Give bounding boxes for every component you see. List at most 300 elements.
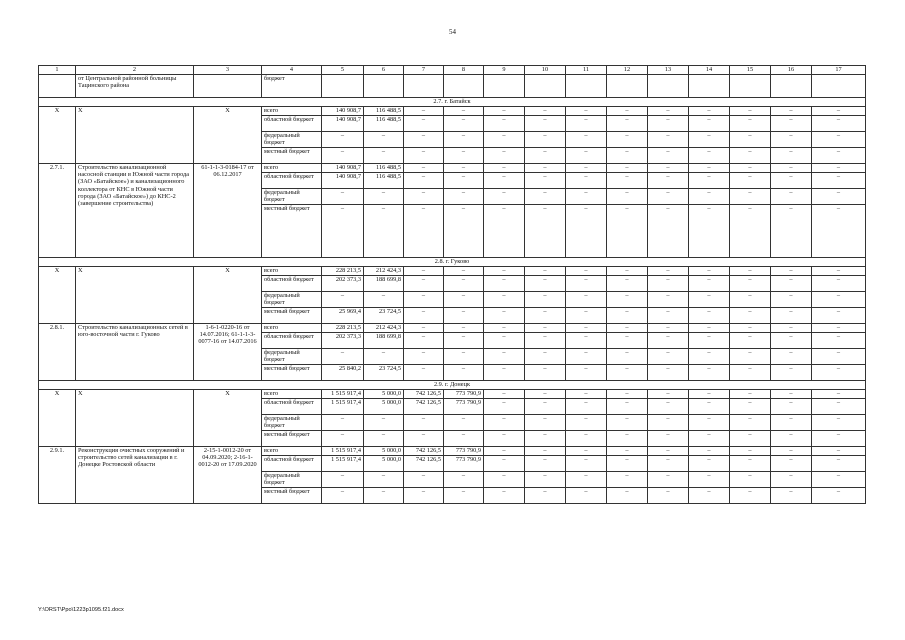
cell-value: –	[322, 349, 364, 365]
cell-value: –	[364, 205, 404, 258]
cell-value: –	[404, 148, 444, 164]
cell-value: –	[444, 292, 484, 308]
cell-dash: –	[689, 189, 730, 205]
cell-dash: –	[566, 276, 607, 292]
cell-budget-type: федеральный бюджет	[262, 415, 322, 431]
cell-dash: –	[689, 488, 730, 504]
cell-dash: –	[730, 349, 771, 365]
cell-value: 140 908,7	[322, 173, 364, 189]
cell-dash: –	[566, 308, 607, 324]
cell-dash: –	[812, 148, 866, 164]
cell-budget-type: местный бюджет	[262, 308, 322, 324]
cell-dash: –	[566, 132, 607, 148]
cell-dash: –	[730, 415, 771, 431]
section-title-row	[39, 98, 866, 107]
table-row	[39, 447, 866, 456]
cell-dash: –	[607, 488, 648, 504]
cell-value: 773 790,9	[444, 447, 484, 456]
cell-dash: –	[771, 189, 812, 205]
cell-value: –	[404, 107, 444, 116]
cell-value: 1 515 917,4	[322, 390, 364, 399]
cell-value: 140 908,7	[322, 164, 364, 173]
cell-dash: –	[525, 116, 566, 132]
cell-dash: –	[607, 365, 648, 381]
cell-dash: –	[566, 365, 607, 381]
cell-dash: –	[484, 399, 525, 415]
cell-dash: –	[689, 164, 730, 173]
cell-dash: –	[525, 399, 566, 415]
cell-value: –	[404, 365, 444, 381]
cell-name: Х	[76, 107, 194, 164]
cell-budget-type: областной бюджет	[262, 399, 322, 415]
cell-dash: –	[607, 164, 648, 173]
cell-name: Строительство канализационной насосной станции в Южной части города (ЗАО «Батайское») и канализационного коллектора от КНС в Южной части города (ЗАО «Батайское») до КНС-2 (завершение строительства)	[76, 164, 194, 258]
cell-dash: –	[689, 431, 730, 447]
cell-name: от Центральной районной больницы Тацинского района	[76, 75, 194, 98]
cell-dash: –	[730, 189, 771, 205]
cell-dash: –	[566, 107, 607, 116]
cell-dash: –	[525, 390, 566, 399]
cell-num: 2.8.1.	[39, 324, 76, 381]
cell-dash: –	[484, 205, 525, 258]
cell-dash: –	[812, 324, 866, 333]
cell-budget-type: федеральный бюджет	[262, 132, 322, 148]
cell-dash: –	[730, 132, 771, 148]
cell-doc: Х	[194, 267, 262, 324]
cell-num	[39, 75, 76, 98]
cell-dash: –	[607, 107, 648, 116]
cell-dash: –	[689, 472, 730, 488]
cell-dash: –	[566, 472, 607, 488]
cell-budget-type: федеральный бюджет	[262, 292, 322, 308]
cell-dash: –	[771, 292, 812, 308]
cell-dash: –	[525, 472, 566, 488]
cell-dash: –	[525, 488, 566, 504]
cell-value: –	[364, 292, 404, 308]
cell-dash: –	[771, 276, 812, 292]
cell-dash: –	[607, 148, 648, 164]
cell-value: 116 488,5	[364, 116, 404, 132]
cell-budget-type: федеральный бюджет	[262, 472, 322, 488]
cell-value: –	[322, 132, 364, 148]
cell-dash: –	[689, 365, 730, 381]
column-header: 15	[730, 66, 771, 75]
cell-dash: –	[771, 308, 812, 324]
cell-dash: –	[648, 205, 689, 258]
cell-dash: –	[689, 399, 730, 415]
cell-value: –	[444, 333, 484, 349]
cell-name: Х	[76, 390, 194, 447]
cell-value: 116 488,5	[364, 164, 404, 173]
cell-value: –	[444, 267, 484, 276]
cell-dash: –	[730, 205, 771, 258]
cell-dash: –	[689, 292, 730, 308]
cell-value: –	[322, 472, 364, 488]
cell-value: 212 424,3	[364, 267, 404, 276]
column-header: 3	[194, 66, 262, 75]
cell-dash: –	[689, 324, 730, 333]
cell-value: 228 213,5	[322, 267, 364, 276]
cell-value: 5 000,0	[364, 399, 404, 415]
cell-value: –	[444, 276, 484, 292]
cell-value: 773 790,9	[444, 390, 484, 399]
cell-value: –	[404, 205, 444, 258]
cell-dash: –	[730, 308, 771, 324]
cell-value: –	[404, 324, 444, 333]
cell-dash: –	[730, 292, 771, 308]
cell-value: –	[404, 276, 444, 292]
cell-dash: –	[484, 308, 525, 324]
cell-dash: –	[648, 173, 689, 189]
cell-dash: –	[812, 116, 866, 132]
column-header: 1	[39, 66, 76, 75]
cell-dash: –	[648, 276, 689, 292]
cell-value: –	[444, 132, 484, 148]
cell-dash: –	[812, 472, 866, 488]
cell-value: –	[404, 189, 444, 205]
table-row	[39, 164, 866, 173]
cell-dash: –	[484, 431, 525, 447]
cell-value: 773 790,9	[444, 399, 484, 415]
cell-name: Строительство канализационных сетей в юго-восточной части г. Гуково	[76, 324, 194, 381]
cell-budget-type: местный бюджет	[262, 205, 322, 258]
cell-value: –	[404, 333, 444, 349]
cell-value: 116 488,5	[364, 173, 404, 189]
cell-dash: –	[566, 116, 607, 132]
table-row	[39, 390, 866, 399]
cell-dash: –	[484, 164, 525, 173]
cell-value: –	[404, 431, 444, 447]
cell-budget-type: местный бюджет	[262, 431, 322, 447]
cell-dash: –	[771, 333, 812, 349]
cell-dash: –	[484, 365, 525, 381]
cell-value: –	[404, 164, 444, 173]
cell-dash: –	[484, 333, 525, 349]
cell-dash: –	[730, 164, 771, 173]
cell-budget: бюджет	[262, 75, 322, 98]
cell-value: 140 908,7	[322, 116, 364, 132]
cell-dash: –	[771, 447, 812, 456]
cell-dash: –	[484, 415, 525, 431]
cell-dash: –	[566, 431, 607, 447]
cell-dash: –	[812, 308, 866, 324]
cell-dash: –	[648, 365, 689, 381]
cell-dash: –	[730, 173, 771, 189]
cell-value: 742 126,5	[404, 447, 444, 456]
cell-name: Реконструкция очистных сооружений и строительство сетей канализации в г. Донецке Ростовской области	[76, 447, 194, 504]
cell-dash: –	[525, 205, 566, 258]
cell-dash: –	[525, 308, 566, 324]
cell-value: 23 724,5	[364, 365, 404, 381]
cell-dash: –	[566, 399, 607, 415]
cell-budget-type: федеральный бюджет	[262, 189, 322, 205]
cell-dash: –	[812, 399, 866, 415]
cell-value: –	[322, 205, 364, 258]
cell-value: 1 515 917,4	[322, 447, 364, 456]
cell-dash: –	[812, 365, 866, 381]
cell-value: –	[444, 205, 484, 258]
cell-dash: –	[566, 324, 607, 333]
table-body	[39, 66, 866, 504]
cell-value: –	[444, 308, 484, 324]
cell-value: –	[444, 431, 484, 447]
cell-dash: –	[771, 415, 812, 431]
cell-dash: –	[648, 349, 689, 365]
cell-dash: –	[771, 116, 812, 132]
cell-value: –	[444, 415, 484, 431]
cell-value: –	[322, 148, 364, 164]
cell-dash: –	[525, 189, 566, 205]
section-title-row	[39, 381, 866, 390]
cell-budget-type: всего	[262, 324, 322, 333]
cell-budget-type: федеральный бюджет	[262, 349, 322, 365]
cell-doc: Х	[194, 390, 262, 447]
cell-dash: –	[525, 333, 566, 349]
cell-dash: –	[648, 415, 689, 431]
cell-dash: –	[648, 292, 689, 308]
cell-dash: –	[730, 276, 771, 292]
cell-dash: –	[484, 472, 525, 488]
cell-dash: –	[484, 488, 525, 504]
column-header: 7	[404, 66, 444, 75]
cell-budget-type: местный бюджет	[262, 365, 322, 381]
cell-dash: –	[771, 173, 812, 189]
cell-value: –	[404, 308, 444, 324]
cell-value: 202 373,3	[322, 333, 364, 349]
cell-dash: –	[525, 456, 566, 472]
cell-dash: –	[730, 447, 771, 456]
cell-dash: –	[566, 415, 607, 431]
cell-value: –	[404, 488, 444, 504]
cell-dash: –	[566, 173, 607, 189]
cell-dash: –	[648, 148, 689, 164]
cell-dash: –	[771, 324, 812, 333]
cell-dash: –	[525, 365, 566, 381]
cell-dash: –	[730, 456, 771, 472]
column-header: 9	[484, 66, 525, 75]
cell-value: –	[404, 173, 444, 189]
column-header: 2	[76, 66, 194, 75]
cell-dash: –	[771, 488, 812, 504]
cell-dash: –	[525, 267, 566, 276]
cell-dash: –	[689, 447, 730, 456]
cell-budget-type: местный бюджет	[262, 148, 322, 164]
cell-dash: –	[484, 349, 525, 365]
continued-row	[39, 75, 866, 98]
cell-budget-type: областной бюджет	[262, 333, 322, 349]
cell-dash: –	[730, 399, 771, 415]
cell-dash: –	[566, 333, 607, 349]
cell-dash: –	[771, 164, 812, 173]
cell-value: –	[404, 267, 444, 276]
cell-dash: –	[648, 107, 689, 116]
cell-value: –	[322, 431, 364, 447]
cell-num: 2.7.1.	[39, 164, 76, 258]
cell-dash: –	[812, 189, 866, 205]
cell-dash: –	[812, 107, 866, 116]
cell-dash: –	[648, 116, 689, 132]
cell-value: –	[444, 488, 484, 504]
cell-value: –	[444, 173, 484, 189]
cell-dash: –	[484, 456, 525, 472]
cell-value: –	[364, 472, 404, 488]
cell-dash: –	[730, 267, 771, 276]
cell-value: –	[404, 472, 444, 488]
cell-doc	[194, 75, 262, 98]
cell-dash: –	[607, 399, 648, 415]
cell-dash: –	[525, 173, 566, 189]
cell-dash: –	[648, 456, 689, 472]
cell-dash: –	[771, 431, 812, 447]
cell-dash: –	[812, 447, 866, 456]
cell-dash: –	[525, 431, 566, 447]
cell-dash: –	[771, 267, 812, 276]
cell-value: –	[322, 488, 364, 504]
cell-dash: –	[607, 116, 648, 132]
cell-dash: –	[484, 173, 525, 189]
column-header: 8	[444, 66, 484, 75]
cell-dash: –	[607, 456, 648, 472]
cell-dash: –	[525, 349, 566, 365]
cell-dash: –	[812, 205, 866, 258]
cell-value: –	[444, 189, 484, 205]
column-header: 16	[771, 66, 812, 75]
cell-value: –	[444, 349, 484, 365]
cell-dash: –	[648, 488, 689, 504]
cell-dash: –	[689, 349, 730, 365]
cell-num: Х	[39, 267, 76, 324]
cell-value: –	[444, 365, 484, 381]
cell-value: –	[444, 148, 484, 164]
cell-value: –	[444, 107, 484, 116]
table-row	[39, 324, 866, 333]
cell-dash: –	[689, 415, 730, 431]
cell-value: –	[404, 349, 444, 365]
cell-dash: –	[812, 431, 866, 447]
cell-dash: –	[566, 390, 607, 399]
cell-dash: –	[648, 333, 689, 349]
cell-dash: –	[566, 267, 607, 276]
cell-dash: –	[525, 148, 566, 164]
cell-dash: –	[730, 365, 771, 381]
cell-dash: –	[730, 390, 771, 399]
cell-dash: –	[689, 333, 730, 349]
cell-dash: –	[484, 107, 525, 116]
cell-dash: –	[607, 333, 648, 349]
cell-dash: –	[771, 205, 812, 258]
cell-dash: –	[484, 390, 525, 399]
section-title-row	[39, 258, 866, 267]
cell-dash: –	[771, 107, 812, 116]
cell-dash: –	[812, 488, 866, 504]
section-title: 2.9. г. Донецк	[39, 381, 866, 390]
cell-dash: –	[689, 148, 730, 164]
cell-dash: –	[730, 333, 771, 349]
cell-dash: –	[812, 267, 866, 276]
column-header: 11	[566, 66, 607, 75]
cell-num: Х	[39, 390, 76, 447]
cell-dash: –	[812, 292, 866, 308]
cell-budget-type: всего	[262, 447, 322, 456]
cell-dash: –	[525, 415, 566, 431]
cell-dash: –	[689, 308, 730, 324]
cell-value: 202 373,3	[322, 276, 364, 292]
cell-dash: –	[566, 488, 607, 504]
cell-value: 5 000,0	[364, 447, 404, 456]
section-title: 2.7. г. Батайск	[39, 98, 866, 107]
cell-dash: –	[648, 189, 689, 205]
cell-dash: –	[689, 107, 730, 116]
cell-value: –	[444, 116, 484, 132]
cell-dash: –	[812, 456, 866, 472]
cell-dash: –	[566, 205, 607, 258]
cell-doc: 61-1-1-3-0184-17 от 06.12.2017	[194, 164, 262, 258]
cell-dash: –	[689, 456, 730, 472]
cell-num: Х	[39, 107, 76, 164]
cell-dash: –	[730, 324, 771, 333]
cell-value: 23 724,5	[364, 308, 404, 324]
cell-budget-type: всего	[262, 390, 322, 399]
cell-dash: –	[730, 431, 771, 447]
cell-value: 228 213,5	[322, 324, 364, 333]
cell-dash: –	[771, 472, 812, 488]
cell-dash: –	[607, 173, 648, 189]
column-header: 12	[607, 66, 648, 75]
cell-dash: –	[566, 189, 607, 205]
cell-dash: –	[484, 292, 525, 308]
section-title: 2.8. г. Гуково	[39, 258, 866, 267]
cell-budget-type: всего	[262, 164, 322, 173]
cell-dash: –	[607, 472, 648, 488]
cell-dash: –	[648, 324, 689, 333]
cell-budget-type: местный бюджет	[262, 488, 322, 504]
cell-value: –	[364, 349, 404, 365]
cell-dash: –	[484, 189, 525, 205]
cell-dash: –	[566, 447, 607, 456]
cell-value: 5 000,0	[364, 456, 404, 472]
cell-value: 25 969,4	[322, 308, 364, 324]
cell-dash: –	[689, 390, 730, 399]
cell-budget-type: областной бюджет	[262, 456, 322, 472]
cell-dash: –	[566, 456, 607, 472]
cell-value: –	[404, 116, 444, 132]
cell-dash: –	[812, 390, 866, 399]
cell-num: 2.9.1.	[39, 447, 76, 504]
cell-budget-type: всего	[262, 267, 322, 276]
cell-dash: –	[812, 415, 866, 431]
cell-dash: –	[689, 276, 730, 292]
cell-value: –	[322, 292, 364, 308]
cell-dash: –	[648, 399, 689, 415]
cell-dash: –	[484, 148, 525, 164]
cell-value: 140 908,7	[322, 107, 364, 116]
table-row	[39, 267, 866, 276]
cell-value: –	[404, 132, 444, 148]
cell-dash: –	[525, 292, 566, 308]
cell-dash: –	[730, 107, 771, 116]
cell-dash: –	[607, 447, 648, 456]
cell-dash: –	[607, 308, 648, 324]
budget-table	[38, 65, 866, 504]
cell-dash: –	[607, 415, 648, 431]
cell-value: 25 840,2	[322, 365, 364, 381]
cell-value: 742 126,5	[404, 399, 444, 415]
cell-dash: –	[607, 431, 648, 447]
cell-dash: –	[525, 132, 566, 148]
cell-budget-type: областной бюджет	[262, 276, 322, 292]
cell-dash: –	[771, 349, 812, 365]
cell-dash: –	[525, 324, 566, 333]
